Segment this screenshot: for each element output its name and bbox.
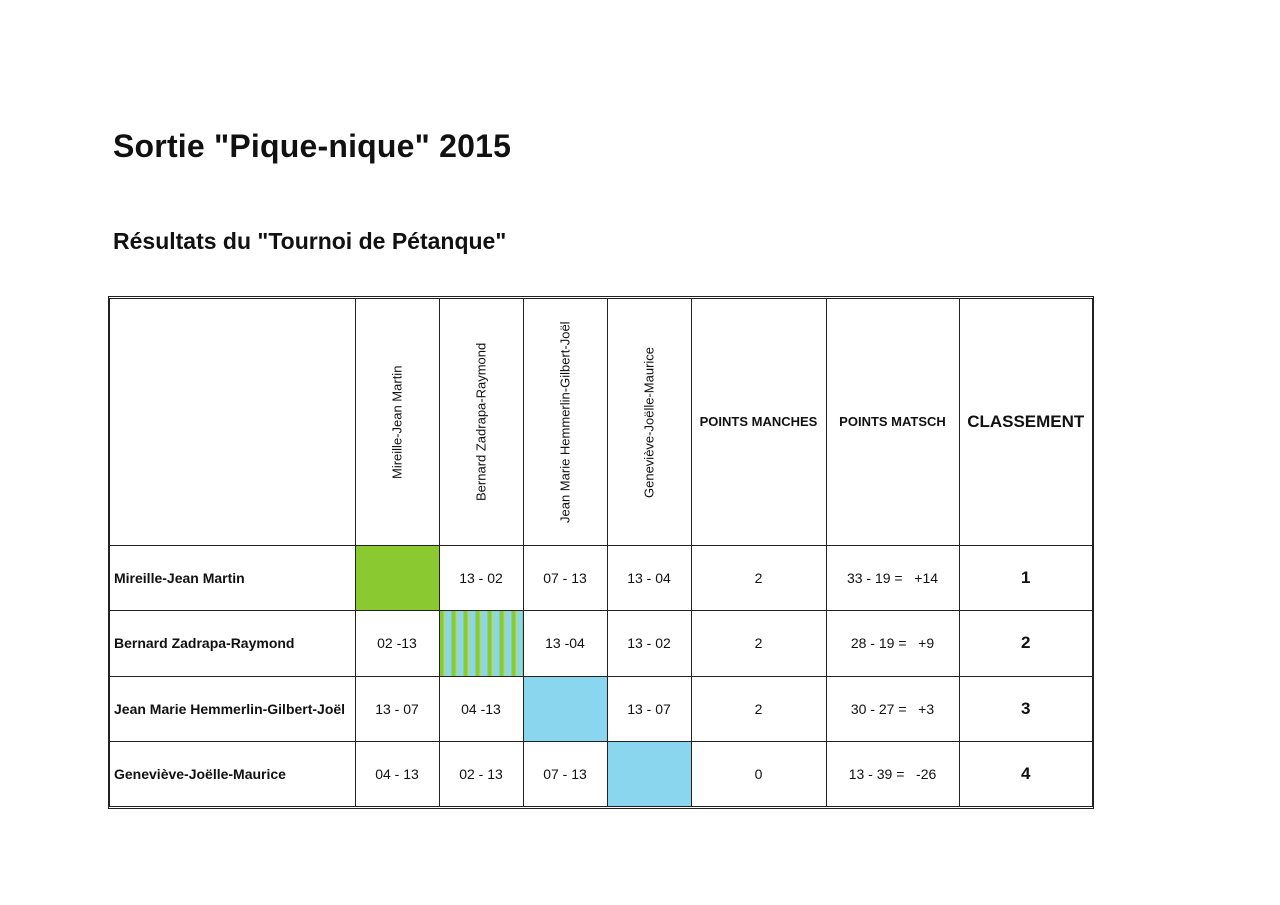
results-table-frame [108,296,1094,809]
score-cell: 07 - 13 [523,742,607,806]
column-header-team-4-label: Geneviève-Joëlle-Maurice [641,346,657,498]
score-cell: 13 - 04 [607,545,691,611]
classement-cell: 2 [959,611,1092,677]
points-manches-cell: 0 [691,742,826,806]
column-header-team-4 [607,299,691,545]
column-header-team-2 [439,299,523,545]
column-header-team-2-label: Bernard Zadrapa-Raymond [473,342,489,501]
score-cell: 04 -13 [439,676,523,742]
header-corner-cell [110,299,355,545]
score-cell: 13 - 02 [607,611,691,677]
page-title: Sortie "Pique-nique" 2015 [113,128,512,164]
row-team-label: Mireille-Jean Martin [110,545,355,611]
classement-cell: 3 [959,676,1092,742]
page-subtitle: Résultats du "Tournoi de Pétanque" [113,228,507,254]
score-cell: 07 - 13 [523,545,607,611]
header-row [110,299,1092,545]
diagonal-cell [523,676,607,742]
score-cell: 13 - 07 [355,676,439,742]
points-manches-cell: 2 [691,611,826,677]
classement-cell: 1 [959,545,1092,611]
column-header-team-1 [355,299,439,545]
diagonal-cell [355,545,439,611]
score-cell: 02 - 13 [439,742,523,806]
row-team-label: Bernard Zadrapa-Raymond [110,611,355,677]
points-matsch-cell: 13 - 39 = -26 [826,742,959,806]
classement-cell: 4 [959,742,1092,806]
column-header-team-3-label: Jean Marie Hemmerlin-Gilbert-Joël [557,320,573,523]
column-header-points-manches: POINTS MANCHES [691,299,826,545]
table-row [110,611,1092,677]
score-cell: 04 - 13 [355,742,439,806]
row-team-label: Geneviève-Joëlle-Maurice [110,742,355,806]
table-row [110,676,1092,742]
points-matsch-cell: 33 - 19 = +14 [826,545,959,611]
score-cell: 13 - 07 [607,676,691,742]
column-header-points-matsch: POINTS MATSCH [826,299,959,545]
points-matsch-cell: 30 - 27 = +3 [826,676,959,742]
table-row [110,742,1092,806]
score-cell: 13 -04 [523,611,607,677]
column-header-team-3 [523,299,607,545]
score-cell: 13 - 02 [439,545,523,611]
points-matsch-cell: 28 - 19 = +9 [826,611,959,677]
diagonal-cell [607,742,691,806]
row-team-label: Jean Marie Hemmerlin-Gilbert-Joël [110,676,355,742]
diagonal-cell [439,611,523,677]
column-header-classement: CLASSEMENT [959,299,1092,545]
score-cell: 02 -13 [355,611,439,677]
column-header-team-1-label: Mireille-Jean Martin [389,365,405,479]
results-table [110,299,1092,806]
table-row [110,545,1092,611]
points-manches-cell: 2 [691,545,826,611]
points-manches-cell: 2 [691,676,826,742]
